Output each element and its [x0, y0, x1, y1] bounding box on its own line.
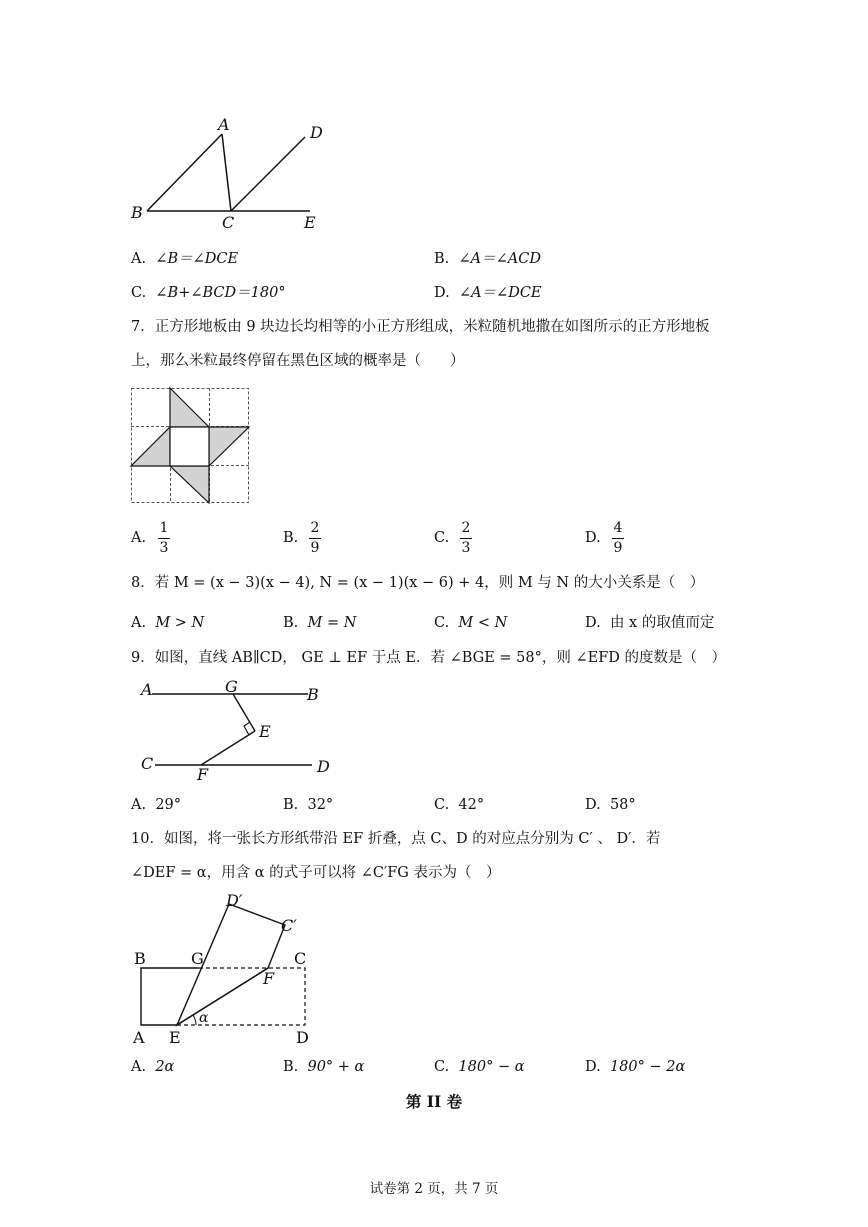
option-letter: A.: [131, 615, 147, 631]
numerator: 1: [158, 520, 170, 539]
option-text: M > N: [155, 615, 205, 631]
option-letter: B.: [283, 615, 299, 631]
option-text: M = N: [307, 615, 357, 631]
option-letter: C.: [434, 615, 450, 631]
label-b: B: [134, 949, 146, 968]
label-alpha: α: [199, 1010, 209, 1026]
q9-stem: 9．如图，直线 AB∥CD， GE ⊥ EF 于点 E．若 ∠BGE = 58°，则 ∠EFD 的度数是（ ）: [131, 650, 727, 666]
paper-hidden-part: [177, 968, 305, 1025]
label-b: B: [307, 685, 319, 704]
denominator: 9: [613, 540, 623, 556]
option-letter: A.: [131, 1059, 147, 1075]
option-text: 90° + α: [307, 1059, 365, 1075]
option-text: 由 x 的取值而定: [609, 615, 715, 631]
option-text: 42°: [458, 797, 485, 813]
q10-option-a[interactable]: [131, 1058, 174, 1076]
option-letter: A.: [131, 797, 147, 813]
option-text: 180° − 2α: [609, 1059, 686, 1075]
option-letter: B.: [434, 251, 450, 267]
option-letter: D.: [585, 1059, 601, 1075]
option-text: M < N: [458, 615, 508, 631]
denominator: 9: [310, 540, 320, 556]
section-title: 第 II 卷: [405, 1092, 463, 1111]
label-e: E: [304, 213, 316, 232]
label-e: E: [259, 722, 271, 741]
label-d: D: [296, 1028, 309, 1047]
q7-stem-line2: 上，那么米粒最终停留在黑色区域的概率是（ ）: [131, 353, 465, 369]
q7-stem-line1: 7．正方形地板由 9 块边长均相等的小正方形组成，米粒随机地撒在如图所示的正方形地板: [131, 319, 710, 335]
option-text: 180° − α: [458, 1059, 525, 1075]
label-c: C: [141, 754, 154, 773]
numerator: 2: [460, 520, 472, 539]
label-b: B: [131, 203, 143, 222]
label-g: G: [225, 677, 238, 696]
option-text: ∠B+∠BCD＝180°: [155, 285, 286, 301]
label-g: G: [191, 949, 204, 968]
option-letter: D.: [585, 615, 601, 631]
q10-stem-line2: ∠DEF = α，用含 α 的式子可以将 ∠C′FG 表示为（ ）: [131, 865, 501, 881]
label-a: A: [133, 1028, 145, 1047]
option-text: ∠A＝∠ACD: [458, 251, 541, 267]
label-f: F: [197, 765, 209, 784]
option-letter: B.: [283, 1059, 299, 1075]
option-letter: C.: [434, 797, 450, 813]
option-letter: C.: [131, 285, 147, 301]
q10-option-b[interactable]: [283, 1058, 364, 1076]
numerator: 4: [612, 520, 624, 539]
crease-ef: [177, 968, 268, 1025]
label-f: F: [263, 969, 275, 988]
q10-option-d[interactable]: [585, 1058, 685, 1076]
option-text: 58°: [609, 797, 636, 813]
denominator: 3: [461, 540, 471, 556]
q8-stem: 8．若 M = (x − 3)(x − 4), N = (x − 1)(x − 6) + 4，则 M 与 N 的大小关系是（ ）: [131, 575, 705, 591]
label-d: D: [310, 123, 323, 142]
denominator: 3: [159, 540, 169, 556]
q10-option-c[interactable]: [434, 1058, 525, 1076]
q7-option-d-letter[interactable]: D.: [585, 530, 601, 546]
label-a: A: [141, 680, 153, 699]
page-footer: 试卷第 2 页，共 7 页: [369, 1181, 499, 1197]
option-letter: D.: [585, 797, 601, 813]
option-text: ∠B＝∠DCE: [155, 251, 239, 267]
label-cprime: C′: [281, 916, 297, 935]
q10-stem-line1: 10．如图，将一张长方形纸带沿 EF 折叠，点 C、D 的对应点分别为 C′ 、 D′．若: [131, 831, 661, 847]
q7-option-c-letter[interactable]: C.: [434, 530, 450, 546]
numerator: 2: [309, 520, 321, 539]
label-a: A: [218, 115, 230, 134]
option-letter: D.: [434, 285, 450, 301]
option-letter: B.: [283, 797, 299, 813]
label-d: D: [317, 757, 330, 776]
alpha-angle-arc: [193, 1015, 196, 1025]
option-text: 2α: [155, 1059, 175, 1075]
option-text: ∠A＝∠DCE: [458, 285, 542, 301]
label-c: C: [294, 949, 307, 968]
q7-option-b-letter[interactable]: B.: [283, 530, 299, 546]
label-c: C: [222, 213, 235, 232]
option-text: 32°: [307, 797, 334, 813]
option-letter: C.: [434, 1059, 450, 1075]
option-letter: A.: [131, 251, 147, 267]
label-e: E: [169, 1028, 181, 1047]
label-dprime: D′: [226, 891, 243, 910]
option-text: 29°: [155, 797, 182, 813]
q7-option-a-letter[interactable]: A.: [131, 530, 147, 546]
